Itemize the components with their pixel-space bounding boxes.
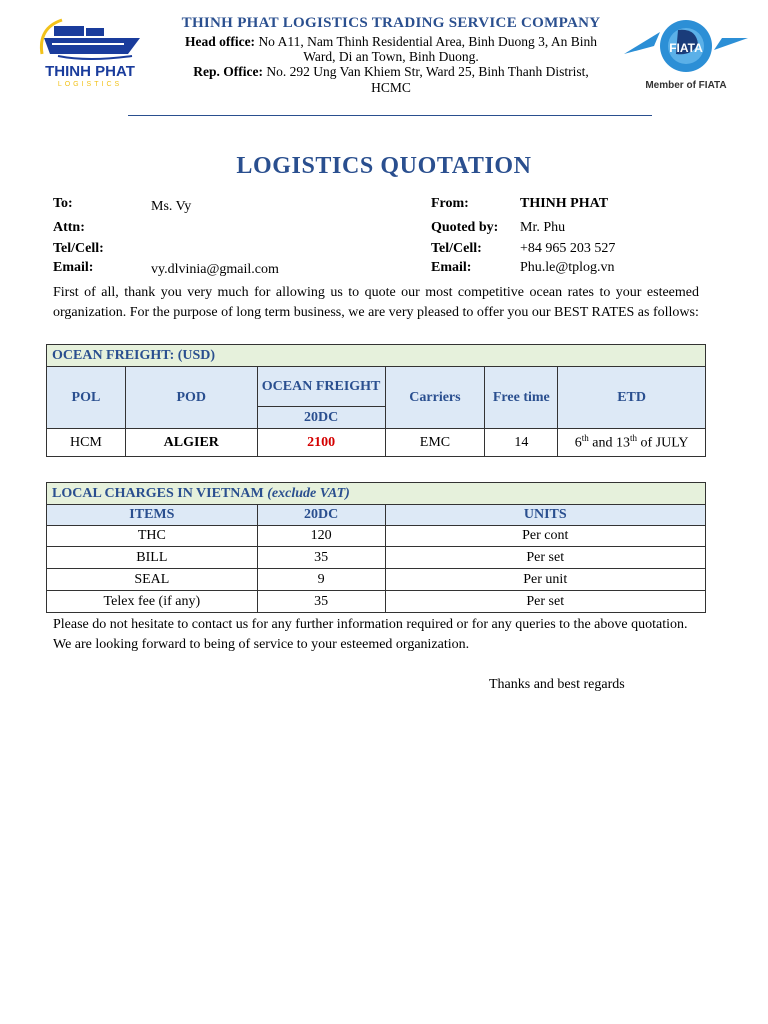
pol-cell: HCM bbox=[47, 429, 126, 457]
local-charges-title-text: LOCAL CHARGES IN VIETNAM bbox=[52, 485, 268, 501]
units-header: UNITS bbox=[385, 505, 706, 526]
etd-part-c: of JULY bbox=[637, 435, 689, 451]
local-charges-table bbox=[46, 482, 706, 613]
rep-office-address-2: HCMC bbox=[371, 80, 411, 95]
from-tel-value: +84 965 203 527 bbox=[520, 241, 616, 256]
item-cell: BILL bbox=[47, 547, 258, 569]
item-cell: SEAL bbox=[47, 569, 258, 591]
email-label: Email: bbox=[53, 260, 94, 275]
etd-cell bbox=[558, 429, 706, 457]
signoff: Thanks and best regards bbox=[489, 677, 625, 692]
email-value: vy.dlvinia@gmail.com bbox=[151, 262, 279, 277]
item-cell: THC bbox=[47, 526, 258, 547]
ocean-freight-table bbox=[46, 344, 706, 457]
items-header: ITEMS bbox=[47, 505, 258, 526]
local-20dc-header: 20DC bbox=[257, 505, 385, 526]
unit-cell: Per set bbox=[385, 547, 706, 569]
value-cell: 9 bbox=[257, 569, 385, 591]
pod-cell: ALGIER bbox=[125, 429, 257, 457]
table-row bbox=[47, 569, 706, 591]
quoted-by-value: Mr. Phu bbox=[520, 220, 566, 235]
carrier-cell: EMC bbox=[385, 429, 485, 457]
head-office-line bbox=[160, 34, 622, 50]
from-label: From: bbox=[431, 196, 469, 211]
rep-office-address-1: No. 292 Ung Van Khiem Str, Ward 25, Binh Thanh Distrist, bbox=[262, 64, 589, 79]
fiata-logo bbox=[618, 10, 754, 92]
item-cell: Telex fee (if any) bbox=[47, 591, 258, 613]
header-divider bbox=[128, 115, 652, 116]
etd-part-b: and 13 bbox=[588, 435, 630, 451]
local-charges-title bbox=[47, 483, 706, 505]
logo-right-caption: Member of FIATA bbox=[645, 80, 727, 91]
pol-header: POL bbox=[47, 367, 126, 429]
table-row bbox=[47, 591, 706, 613]
page-title: LOGISTICS QUOTATION bbox=[236, 153, 532, 179]
logo-right-text: FIATA bbox=[669, 41, 703, 55]
rep-office-label: Rep. Office: bbox=[193, 64, 263, 79]
table-row bbox=[47, 547, 706, 569]
etd-sup-2: th bbox=[629, 433, 637, 444]
free-time-cell: 14 bbox=[485, 429, 558, 457]
attn-label: Attn: bbox=[53, 220, 85, 235]
to-value: Ms. Vy bbox=[151, 199, 192, 214]
quoted-by-label: Quoted by: bbox=[431, 220, 499, 235]
from-email-value: Phu.le@tplog.vn bbox=[520, 260, 615, 275]
ocean-freight-header: OCEAN FREIGHT bbox=[257, 367, 385, 407]
value-cell: 35 bbox=[257, 547, 385, 569]
closing-paragraph: Please do not hesitate to contact us for any further information required or for any queries to the above quotation. We are looking forward to being of service to your esteemed organization. bbox=[53, 617, 688, 652]
from-tel-label: Tel/Cell: bbox=[431, 241, 482, 256]
free-time-header: Free time bbox=[485, 367, 558, 429]
unit-cell: Per cont bbox=[385, 526, 706, 547]
logo-left-text: THINH PHAT bbox=[45, 63, 135, 80]
unit-cell: Per unit bbox=[385, 569, 706, 591]
head-office-address-2: Ward, Di an Town, Binh Duong. bbox=[303, 49, 479, 64]
carriers-header: Carriers bbox=[385, 367, 485, 429]
head-office-label: Head office: bbox=[184, 34, 256, 49]
value-cell: 120 bbox=[257, 526, 385, 547]
rep-office-line bbox=[160, 64, 622, 80]
etd-header: ETD bbox=[558, 367, 706, 429]
container-20dc-header: 20DC bbox=[257, 407, 385, 429]
thinh-phat-logo bbox=[28, 14, 152, 88]
etd-part-a: 6 bbox=[574, 435, 582, 451]
from-email-label: Email: bbox=[431, 260, 472, 275]
etd-sup-1: th bbox=[581, 433, 589, 444]
table-row bbox=[47, 526, 706, 547]
logo-left-sub: LOGISTICS bbox=[57, 81, 123, 88]
pod-header: POD bbox=[125, 367, 257, 429]
value-cell: 35 bbox=[257, 591, 385, 613]
from-value: THINH PHAT bbox=[520, 196, 609, 211]
head-office-address-1: No A11, Nam Thinh Residential Area, Binh Duong 3, An Binh bbox=[255, 34, 598, 49]
local-charges-note: (exclude VAT) bbox=[267, 485, 350, 501]
to-label: To: bbox=[53, 196, 73, 211]
tel-label: Tel/Cell: bbox=[53, 241, 104, 256]
company-name: THINH PHAT LOGISTICS TRADING SERVICE COMPANY bbox=[181, 15, 601, 31]
rate-cell: 2100 bbox=[257, 429, 385, 457]
intro-paragraph: First of all, thank you very much for allowing us to quote our most competitive ocean rates to your esteemed organization. For the purpose of long term business, we are very pleased to offer you our BEST RATES as follows: bbox=[53, 285, 699, 320]
ocean-freight-title: OCEAN FREIGHT: (USD) bbox=[47, 345, 706, 367]
unit-cell: Per set bbox=[385, 591, 706, 613]
